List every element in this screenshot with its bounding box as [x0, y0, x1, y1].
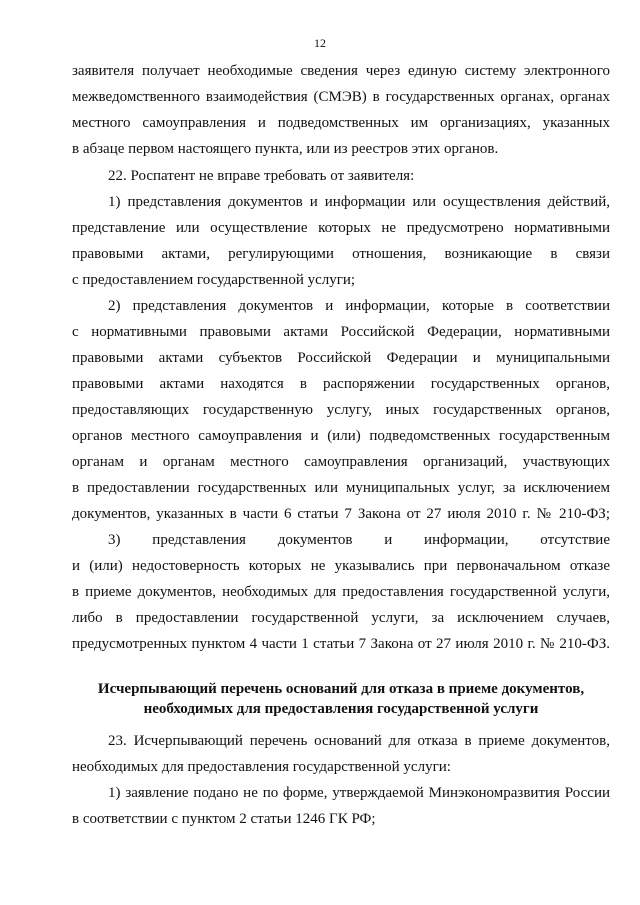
text-line: в предоставлении государственных или муниципальных услуг, за исключением — [72, 480, 610, 496]
text-line: правовыми актами, регулирующими отношения, возникающие в связи — [72, 246, 610, 262]
text-line: в приеме документов, необходимых для предоставления государственной услуги, — [72, 584, 610, 600]
section-heading-line: необходимых для предоставления государственной услуги — [143, 701, 539, 717]
text-line: предоставляющих государственную услугу, иных государственных органов, — [72, 402, 610, 418]
text-line: местного самоуправления и подведомственных им организациях, указанных — [72, 115, 610, 131]
text-line: органов местного самоуправления и (или) подведомственных государственным — [72, 428, 610, 444]
paragraph-23-line: 23. Исчерпывающий перечень оснований для отказа в приеме документов, — [108, 733, 610, 749]
text-line: межведомственного взаимодействия (СМЭВ) в государственных органах, органах — [72, 89, 610, 105]
text-line: и (или) недостоверность которых не указывались при первоначальном отказе — [72, 558, 610, 574]
text-line: с предоставлением государственной услуги; — [72, 272, 356, 288]
text-line: с нормативными правовыми актами Российской Федерации, нормативными — [72, 324, 610, 340]
section-heading-line: Исчерпывающий перечень оснований для отказа в приеме документов, — [97, 681, 585, 697]
item-3-line: 3) представления документов и информации, отсутствие — [108, 532, 610, 548]
text-line: в абзаце первом настоящего пункта, или из реестров этих органов. — [72, 141, 499, 157]
item-1-line: 1) заявление подано не по форме, утверждаемой Минэкономразвития России — [108, 785, 610, 801]
text-line: либо в предоставлении государственной услуги, за исключением случаев, — [72, 610, 610, 626]
text-line: документов, указанных в части 6 статьи 7 Закона от 27 июля 2010 г. № 210-ФЗ; — [72, 506, 610, 522]
item-2-line: 2) представления документов и информации, которые в соответствии — [108, 298, 610, 314]
text-line: представление или осуществление которых не предусмотрено нормативными — [72, 220, 610, 236]
text-line: органам и органам местного самоуправления организаций, участвующих — [72, 454, 610, 470]
text-line: правовыми актами субъектов Российской Федерации и муниципальными — [72, 350, 610, 366]
text-line: заявителя получает необходимые сведения через единую систему электронного — [72, 63, 610, 79]
text-line: в соответствии с пунктом 2 статьи 1246 ГК РФ; — [72, 811, 376, 827]
page-number: 12 — [314, 36, 326, 50]
text-line: предусмотренных пунктом 4 части 1 статьи 7 Закона от 27 июля 2010 г. № 210-ФЗ. — [72, 636, 610, 652]
item-1-line: 1) представления документов и информации или осуществления действий, — [108, 194, 610, 210]
text-line: необходимых для предоставления государственной услуги: — [72, 759, 451, 775]
text-line: правовыми актами находятся в распоряжении государственных органов, — [72, 376, 610, 392]
paragraph-22-line: 22. Роспатент не вправе требовать от заявителя: — [108, 168, 415, 184]
